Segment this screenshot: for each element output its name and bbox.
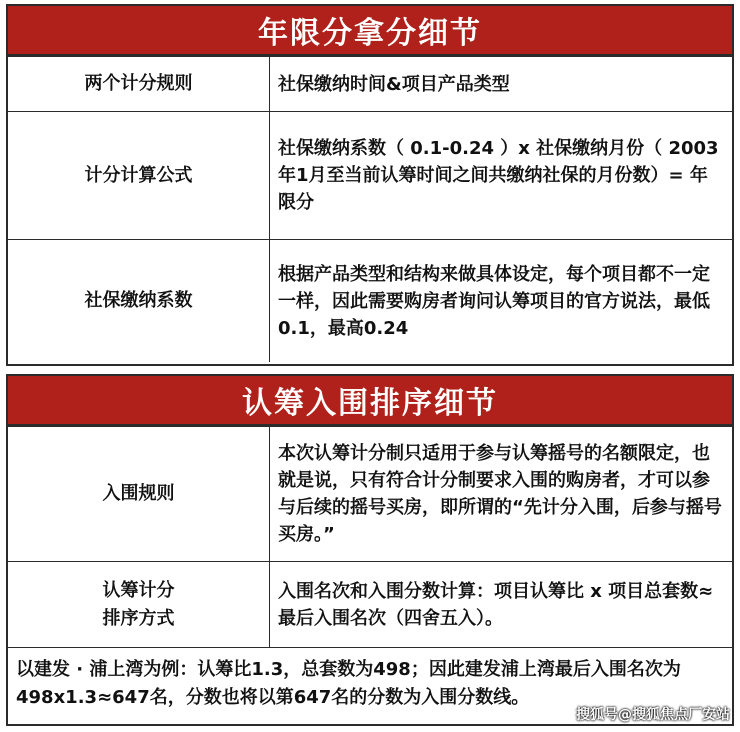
section-title: 认筹入围排序细节 bbox=[8, 376, 732, 426]
section-title: 年限分拿分细节 bbox=[8, 6, 732, 56]
row-value: 社保缴纳系数（ 0.1-0.24 ）x 社保缴纳月份（ 2003年1月至当前认筹时间之间共缴纳社保的月份数）= 年限分 bbox=[278, 138, 719, 213]
table-row bbox=[8, 426, 732, 561]
watermark: 搜狐号@搜狐焦点厂安站 bbox=[576, 707, 730, 723]
row-label: 入围规则 bbox=[8, 427, 270, 561]
row-label: 计分计算公式 bbox=[8, 112, 270, 239]
row-label-line: 认筹计分 bbox=[102, 579, 175, 601]
table-row bbox=[8, 56, 732, 111]
row-label: 两个计分规则 bbox=[8, 57, 270, 111]
row-value: 社保缴纳时间&项目产品类型 bbox=[278, 73, 510, 95]
row-value: 根据产品类型和结构来做具体设定，每个项目都不一定一样，因此需要购房者询问认筹项目的官方说法，最低0.1，最高0.24 bbox=[278, 263, 710, 339]
table-row bbox=[8, 111, 732, 239]
row-label: 社保缴纳系数 bbox=[8, 240, 270, 362]
score-detail-panel bbox=[6, 4, 734, 366]
row-label-line: 排序方式 bbox=[102, 607, 175, 629]
example-note: 以建发 · 浦上湾为例：认筹比1.3，总套数为498；因此建发浦上湾最后入围名次为498x1.3≈647名，分数也将以第647名的分数为入围分数线。 bbox=[8, 647, 732, 723]
ranking-detail-panel bbox=[6, 374, 734, 726]
table-row bbox=[8, 561, 732, 647]
row-value: 入围名次和入围分数计算：项目认筹比 x 项目总套数≈最后入围名次（四舍五入）。 bbox=[278, 580, 714, 629]
table-row bbox=[8, 239, 732, 362]
row-value: 本次认筹计分制只适用于参与认筹摇号的名额限定，也就是说，只有符合计分制要求入围的购房者，才可以参与后续的摇号买房，即所谓的“先计分入围，后参与摇号买房。” bbox=[278, 443, 722, 545]
row-label bbox=[8, 562, 270, 647]
